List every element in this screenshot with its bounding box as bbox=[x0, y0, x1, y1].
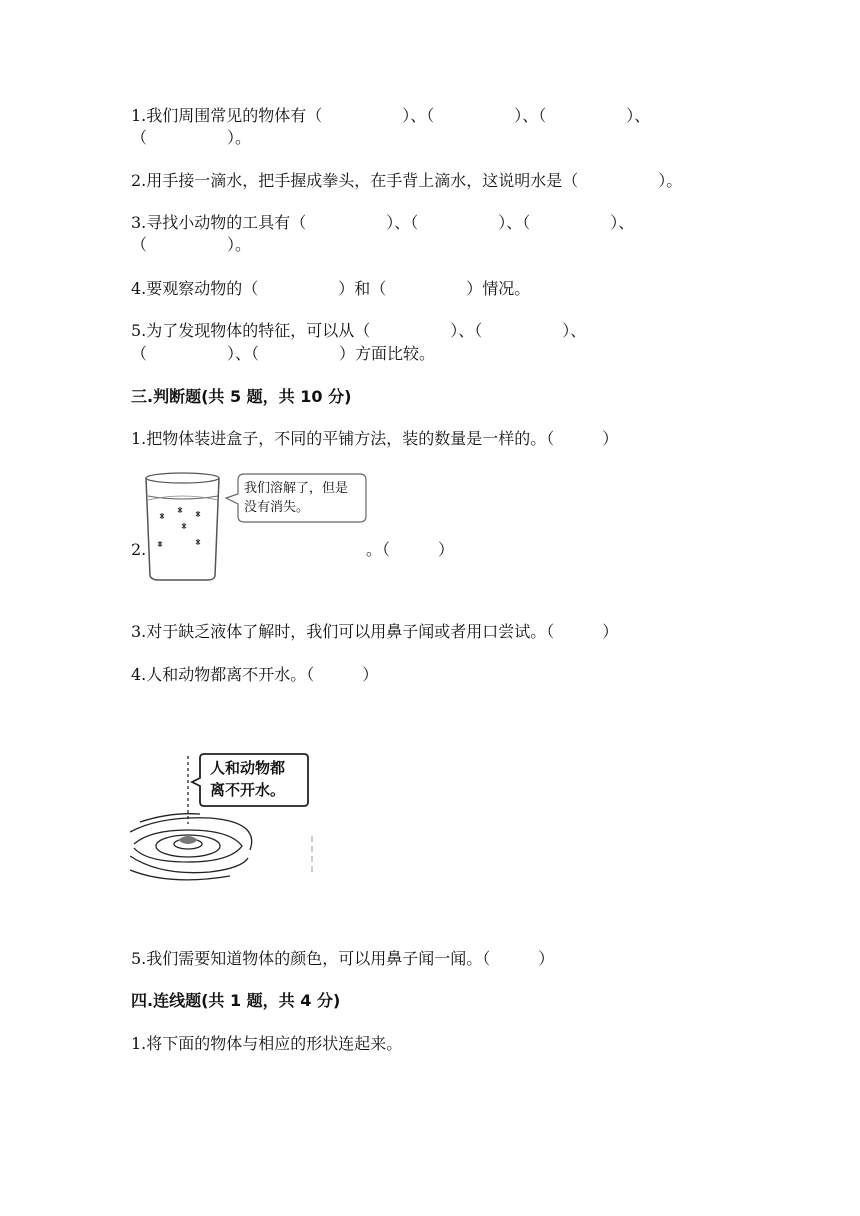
fill-q3-line1: 3.寻找小动物的工具有（ ）、（ ）、（ ）、 bbox=[131, 213, 635, 232]
dissolving-glass-illustration bbox=[144, 470, 370, 582]
glass-bubble-line2: 没有消失。 bbox=[244, 500, 310, 515]
judge-q5: 5.我们需要知道物体的颜色，可以用鼻子闻一闻。（ ） bbox=[131, 949, 555, 968]
section3-title: 三.判断题(共 5 题，共 10 分) bbox=[131, 387, 352, 406]
fill-q1-line1: 1.我们周围常见的物体有（ ）、（ ）、（ ）、 bbox=[131, 106, 651, 125]
fill-q5-line1: 5.为了发现物体的特征，可以从（ ）、（ ）、 bbox=[131, 321, 587, 340]
judge-q2-number: 2. bbox=[131, 540, 147, 559]
judge-q2-suffix: 。（ ） bbox=[366, 540, 455, 559]
drop-bubble-line1: 人和动物都 bbox=[210, 759, 286, 777]
water-drop-illustration bbox=[130, 752, 320, 887]
fill-q4: 4.要观察动物的（ ）和（ ）情况。 bbox=[131, 279, 531, 298]
fill-q1-line2: （ ）。 bbox=[131, 128, 252, 147]
judge-q4: 4.人和动物都离不开水。（ ） bbox=[131, 665, 379, 684]
match-q1: 1.将下面的物体与相应的形状连起来。 bbox=[131, 1034, 403, 1053]
glass-bubble-line1: 我们溶解了，但是 bbox=[244, 481, 349, 496]
fill-q3-line2: （ ）。 bbox=[131, 235, 252, 254]
drop-bubble-line2: 离不开水。 bbox=[210, 781, 286, 799]
fill-q5-line2: （ ）、（ ）方面比较。 bbox=[131, 344, 436, 363]
judge-q1: 1.把物体装进盒子，不同的平铺方法，装的数量是一样的。（ ） bbox=[131, 429, 619, 448]
section4-title: 四.连线题(共 1 题，共 4 分) bbox=[131, 991, 341, 1010]
fill-q2: 2.用手接一滴水，把手握成拳头，在手背上滴水，这说明水是（ ）。 bbox=[131, 171, 683, 190]
judge-q3: 3.对于缺乏液体了解时，我们可以用鼻子闻或者用口尝试。（ ） bbox=[131, 622, 619, 641]
